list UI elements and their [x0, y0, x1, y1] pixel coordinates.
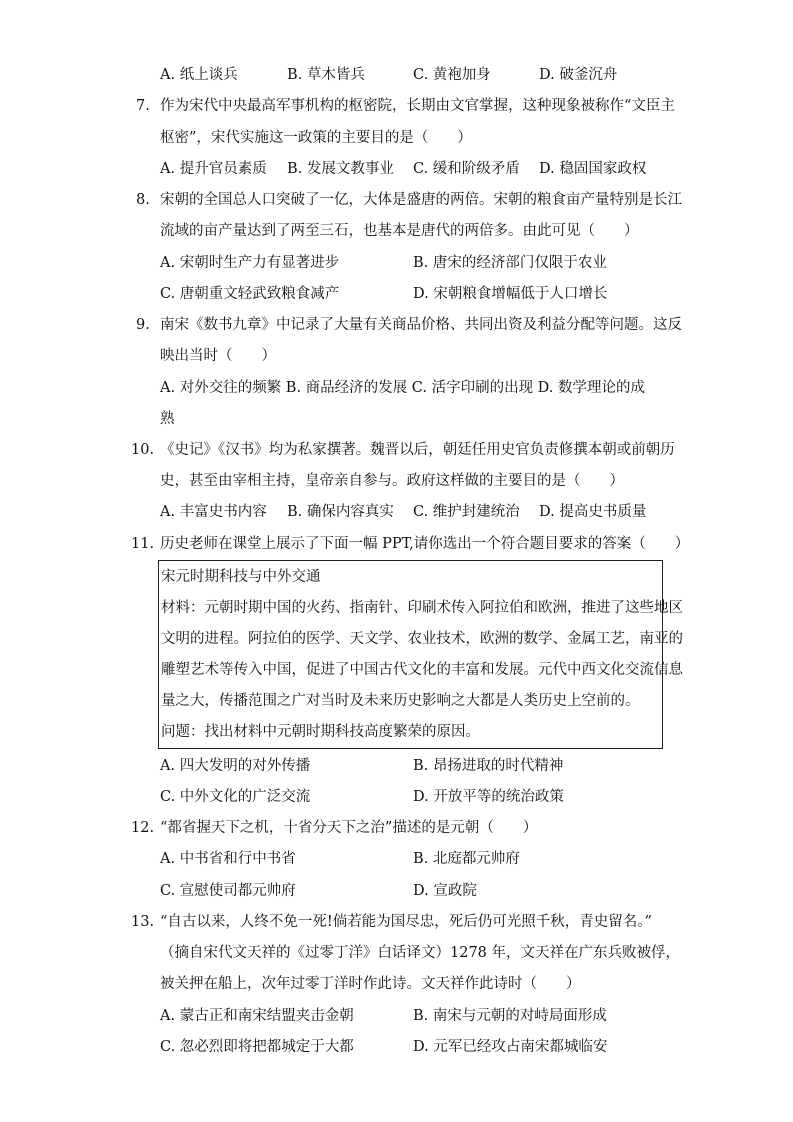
q6-option-a: A. 纸上谈兵 — [160, 67, 238, 83]
q10-stem-line-2: 史，甚至由宰相主持，皇帝亲自参与。政府这样做的主要目的是（ ） — [160, 473, 624, 489]
q7-number: 7. — [136, 98, 150, 114]
q6-option-c: C. 黄袍加身 — [413, 67, 491, 83]
q11-option-b: B. 昂扬进取的时代精神 — [413, 758, 564, 774]
q10-option-a: A. 丰富史书内容 — [160, 504, 267, 520]
q10-option-d: D. 提高史书质量 — [539, 504, 647, 520]
q10-option-b: B. 确保内容真实 — [287, 504, 394, 520]
q10-option-c: C. 维护封建统治 — [413, 504, 520, 520]
q9-options-wrap: 熟 — [160, 411, 175, 427]
q13-option-d: D. 元军已经攻占南宋都城临安 — [413, 1039, 608, 1055]
q7-option-d: D. 稳固国家政权 — [539, 161, 647, 177]
q12-option-a: A. 中书省和行中书省 — [160, 851, 296, 867]
q11-box-title: 宋元时期科技与中外交通 — [161, 569, 321, 585]
q6-option-d: D. 破釜沉舟 — [539, 67, 618, 83]
q11-material-box — [158, 560, 663, 749]
q13-option-c: C. 忽必烈即将把都城定于大都 — [160, 1039, 354, 1055]
q13-stem-line-2: （摘自宋代文天祥的《过零丁洋》白话译文）1278 年，文天祥在广东兵败被俘， — [160, 945, 681, 961]
q12-option-c: C. 宣慰使司都元帅府 — [160, 883, 296, 899]
q10-number: 10. — [131, 442, 155, 458]
q7-option-c: C. 缓和阶级矛盾 — [413, 161, 520, 177]
q9-stem-line-2: 映出当时（ ） — [160, 348, 276, 364]
q13-option-a: A. 蒙古正和南宋结盟夹击金朝 — [160, 1008, 354, 1024]
q7-option-b: B. 发展文教事业 — [287, 161, 394, 177]
q11-option-d: D. 开放平等的统治政策 — [413, 789, 564, 805]
q8-number: 8. — [136, 192, 150, 208]
q8-stem-line-1: 宋朝的全国总人口突破了一亿，大体是盛唐的两倍。宋朝的粮食亩产量特别是长江 — [160, 192, 682, 208]
q7-option-a: A. 提升官员素质 — [160, 161, 267, 177]
q10-stem-line-1: 《史记》《汉书》均为私家撰著。魏晋以后，朝廷任用史官负责修撰本朝或前朝历 — [160, 442, 675, 458]
q7-stem-line-1: 作为宋代中央最高军事机构的枢密院，长期由文官掌握，这种现象被称作“文臣主 — [160, 98, 675, 114]
q11-box-line-2: 文明的进程。阿拉伯的医学、天文学、农业技术，欧洲的数学、金属工艺，南亚的 — [161, 631, 683, 647]
q9-stem-line-1: 南宋《数书九章》中记录了大量有关商品价格、共同出资及利益分配等问题。这反 — [160, 317, 682, 333]
q9-options-line: A. 对外交往的频繁 B. 商品经济的发展 C. 活字印刷的出现 D. 数学理论的成 — [160, 380, 646, 396]
q8-stem-line-2: 流域的亩产量达到了两至三石，也基本是唐代的两倍多。由此可见（ ） — [160, 223, 639, 239]
q8-option-d: D. 宋朝粮食增幅低于人口增长 — [413, 286, 608, 302]
q6-option-b: B. 草木皆兵 — [287, 67, 365, 83]
q11-option-c: C. 中外文化的广泛交流 — [160, 789, 311, 805]
q13-stem-line-3: 被关押在船上，次年过零丁洋时作此诗。文天祥作此诗时（ ） — [160, 976, 581, 992]
q13-number: 13. — [131, 914, 155, 930]
q11-box-line-3: 雕塑艺术等传入中国，促进了中国古代文化的丰富和发展。元代中西文化交流信息 — [161, 662, 683, 678]
q8-option-c: C. 唐朝重文轻武致粮食减产 — [160, 286, 340, 302]
q8-option-a: A. 宋朝时生产力有显著进步 — [160, 255, 340, 271]
q13-option-b: B. 南宋与元朝的对峙局面形成 — [413, 1008, 607, 1024]
q11-option-a: A. 四大发明的对外传播 — [160, 758, 311, 774]
q11-number: 11. — [131, 536, 155, 552]
q8-option-b: B. 唐宋的经济部门仅限于农业 — [413, 255, 607, 271]
q11-box-question: 问题：找出材料中元朝时期科技高度繁荣的原因。 — [161, 724, 480, 740]
q7-stem-line-2: 枢密”，宋代实施这一政策的主要目的是（ ） — [160, 130, 472, 146]
q12-number: 12. — [131, 820, 155, 836]
q13-stem-line-1: “自古以来，人终不免一死!倘若能为国尽忠，死后仍可光照千秋，青史留名。” — [160, 914, 652, 930]
q12-option-d: D. 宣政院 — [413, 883, 477, 899]
q12-stem: “都省握天下之机，十省分天下之治”描述的是元朝（ ） — [160, 820, 538, 836]
q11-box-line-4: 量之大，传播范围之广对当时及未来历史影响之大都是人类历史上空前的。 — [161, 693, 640, 709]
q12-option-b: B. 北庭都元帅府 — [413, 851, 520, 867]
q9-number: 9. — [136, 317, 150, 333]
q11-box-line-1: 材料：元朝时期中国的火药、指南针、印刷术传入阿拉伯和欧洲，推进了这些地区 — [161, 600, 683, 616]
q11-stem: 历史老师在课堂上展示了下面一幅 PPT,请你选出一个符合题目要求的答案（ ） — [160, 536, 690, 552]
